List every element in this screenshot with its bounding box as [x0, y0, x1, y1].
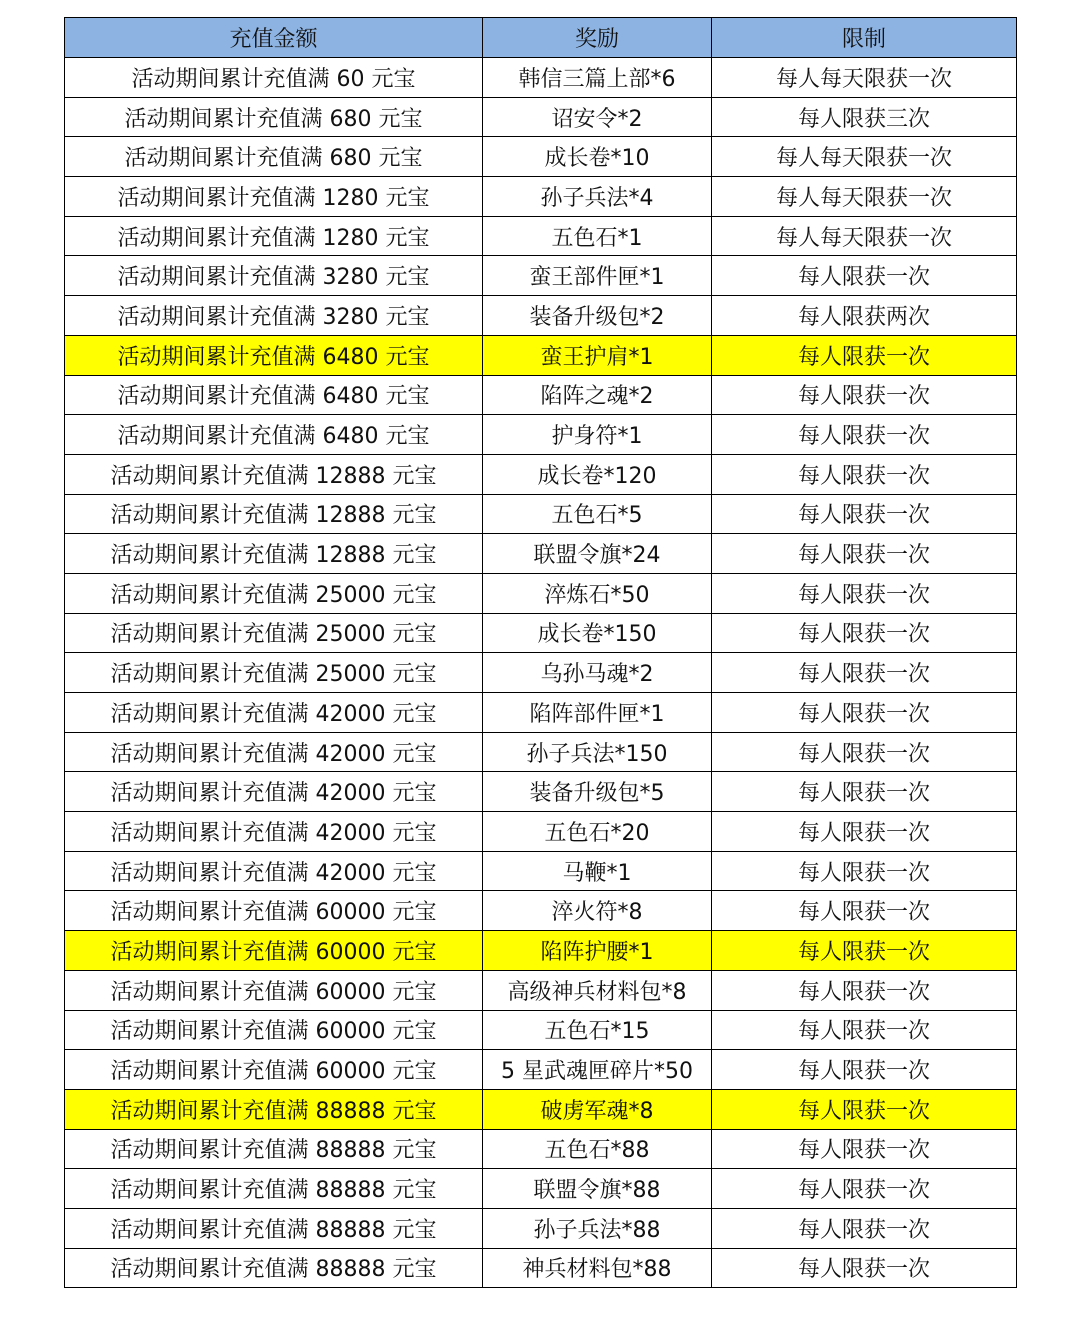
reward-cell: 孙子兵法*4	[483, 177, 712, 217]
limit-cell: 每人限获两次	[712, 296, 1017, 336]
table-row	[65, 970, 1017, 1010]
table-row	[65, 256, 1017, 296]
table-row	[65, 613, 1017, 653]
amount-cell: 活动期间累计充值满 6480 元宝	[65, 335, 483, 375]
amount-cell: 活动期间累计充值满 42000 元宝	[65, 851, 483, 891]
limit-cell: 每人限获一次	[712, 1129, 1017, 1169]
limit-cell: 每人限获一次	[712, 1169, 1017, 1209]
limit-cell: 每人限获一次	[712, 454, 1017, 494]
table-row	[65, 1129, 1017, 1169]
table-row	[65, 216, 1017, 256]
amount-cell: 活动期间累计充值满 3280 元宝	[65, 296, 483, 336]
table-row	[65, 653, 1017, 693]
reward-cell: 高级神兵材料包*8	[483, 970, 712, 1010]
table-row	[65, 1169, 1017, 1209]
reward-cell: 孙子兵法*150	[483, 732, 712, 772]
reward-cell: 陷阵护腰*1	[483, 931, 712, 971]
table-row	[65, 375, 1017, 415]
limit-cell: 每人限获三次	[712, 97, 1017, 137]
table-row	[65, 1010, 1017, 1050]
amount-cell: 活动期间累计充值满 88888 元宝	[65, 1129, 483, 1169]
amount-cell: 活动期间累计充值满 88888 元宝	[65, 1089, 483, 1129]
table-row	[65, 494, 1017, 534]
limit-cell: 每人每天限获一次	[712, 58, 1017, 98]
amount-cell: 活动期间累计充值满 680 元宝	[65, 137, 483, 177]
header-limit: 限制	[712, 18, 1017, 58]
amount-cell: 活动期间累计充值满 60000 元宝	[65, 931, 483, 971]
amount-cell: 活动期间累计充值满 25000 元宝	[65, 573, 483, 613]
limit-cell: 每人限获一次	[712, 851, 1017, 891]
reward-cell: 蛮王护肩*1	[483, 335, 712, 375]
table-row	[65, 1208, 1017, 1248]
limit-cell: 每人限获一次	[712, 534, 1017, 574]
table-row	[65, 693, 1017, 733]
amount-cell: 活动期间累计充值满 6480 元宝	[65, 375, 483, 415]
table-row	[65, 891, 1017, 931]
limit-cell: 每人每天限获一次	[712, 177, 1017, 217]
limit-cell: 每人限获一次	[712, 653, 1017, 693]
reward-cell: 成长卷*10	[483, 137, 712, 177]
table-row	[65, 732, 1017, 772]
amount-cell: 活动期间累计充值满 42000 元宝	[65, 693, 483, 733]
limit-cell: 每人限获一次	[712, 573, 1017, 613]
amount-cell: 活动期间累计充值满 6480 元宝	[65, 415, 483, 455]
reward-cell: 陷阵之魂*2	[483, 375, 712, 415]
limit-cell: 每人限获一次	[712, 732, 1017, 772]
amount-cell: 活动期间累计充值满 12888 元宝	[65, 494, 483, 534]
table-row	[65, 177, 1017, 217]
table-header-row	[65, 18, 1017, 58]
amount-cell: 活动期间累计充值满 1280 元宝	[65, 216, 483, 256]
limit-cell: 每人限获一次	[712, 1050, 1017, 1090]
reward-cell: 成长卷*150	[483, 613, 712, 653]
amount-cell: 活动期间累计充值满 42000 元宝	[65, 732, 483, 772]
reward-cell: 淬火符*8	[483, 891, 712, 931]
amount-cell: 活动期间累计充值满 60000 元宝	[65, 891, 483, 931]
table-row	[65, 851, 1017, 891]
table-row	[65, 573, 1017, 613]
table-row	[65, 97, 1017, 137]
header-reward: 奖励	[483, 18, 712, 58]
limit-cell: 每人限获一次	[712, 256, 1017, 296]
reward-cell: 淬炼石*50	[483, 573, 712, 613]
reward-cell: 破虏军魂*8	[483, 1089, 712, 1129]
reward-cell: 乌孙马魂*2	[483, 653, 712, 693]
amount-cell: 活动期间累计充值满 60000 元宝	[65, 1010, 483, 1050]
limit-cell: 每人限获一次	[712, 1089, 1017, 1129]
reward-cell: 马鞭*1	[483, 851, 712, 891]
reward-cell: 装备升级包*2	[483, 296, 712, 336]
reward-cell: 成长卷*120	[483, 454, 712, 494]
limit-cell: 每人限获一次	[712, 970, 1017, 1010]
limit-cell: 每人每天限获一次	[712, 216, 1017, 256]
reward-cell: 孙子兵法*88	[483, 1208, 712, 1248]
reward-cell: 五色石*88	[483, 1129, 712, 1169]
reward-cell: 蛮王部件匣*1	[483, 256, 712, 296]
reward-cell: 五色石*1	[483, 216, 712, 256]
reward-cell: 护身符*1	[483, 415, 712, 455]
table-row	[65, 1089, 1017, 1129]
limit-cell: 每人限获一次	[712, 891, 1017, 931]
amount-cell: 活动期间累计充值满 60000 元宝	[65, 970, 483, 1010]
table-row	[65, 772, 1017, 812]
recharge-reward-table	[64, 17, 1017, 1288]
reward-cell: 陷阵部件匣*1	[483, 693, 712, 733]
table-row	[65, 415, 1017, 455]
amount-cell: 活动期间累计充值满 3280 元宝	[65, 256, 483, 296]
table-row	[65, 931, 1017, 971]
limit-cell: 每人限获一次	[712, 1010, 1017, 1050]
header-amount: 充值金额	[65, 18, 483, 58]
amount-cell: 活动期间累计充值满 88888 元宝	[65, 1248, 483, 1288]
amount-cell: 活动期间累计充值满 42000 元宝	[65, 772, 483, 812]
amount-cell: 活动期间累计充值满 88888 元宝	[65, 1169, 483, 1209]
limit-cell: 每人限获一次	[712, 772, 1017, 812]
limit-cell: 每人限获一次	[712, 415, 1017, 455]
amount-cell: 活动期间累计充值满 12888 元宝	[65, 454, 483, 494]
limit-cell: 每人每天限获一次	[712, 137, 1017, 177]
table-row	[65, 1050, 1017, 1090]
amount-cell: 活动期间累计充值满 680 元宝	[65, 97, 483, 137]
limit-cell: 每人限获一次	[712, 693, 1017, 733]
reward-cell: 联盟令旗*24	[483, 534, 712, 574]
amount-cell: 活动期间累计充值满 42000 元宝	[65, 812, 483, 852]
amount-cell: 活动期间累计充值满 12888 元宝	[65, 534, 483, 574]
table-row	[65, 812, 1017, 852]
reward-table-container	[64, 17, 1016, 1288]
reward-cell: 五色石*20	[483, 812, 712, 852]
amount-cell: 活动期间累计充值满 60000 元宝	[65, 1050, 483, 1090]
limit-cell: 每人限获一次	[712, 812, 1017, 852]
reward-cell: 神兵材料包*88	[483, 1248, 712, 1288]
table-row	[65, 137, 1017, 177]
amount-cell: 活动期间累计充值满 25000 元宝	[65, 653, 483, 693]
table-row	[65, 296, 1017, 336]
limit-cell: 每人限获一次	[712, 1208, 1017, 1248]
limit-cell: 每人限获一次	[712, 1248, 1017, 1288]
table-row	[65, 335, 1017, 375]
reward-cell: 韩信三篇上部*6	[483, 58, 712, 98]
amount-cell: 活动期间累计充值满 25000 元宝	[65, 613, 483, 653]
table-row	[65, 454, 1017, 494]
reward-cell: 诏安令*2	[483, 97, 712, 137]
table-body	[65, 58, 1017, 1288]
limit-cell: 每人限获一次	[712, 335, 1017, 375]
reward-cell: 5 星武魂匣碎片*50	[483, 1050, 712, 1090]
limit-cell: 每人限获一次	[712, 494, 1017, 534]
limit-cell: 每人限获一次	[712, 931, 1017, 971]
reward-cell: 装备升级包*5	[483, 772, 712, 812]
reward-cell: 五色石*15	[483, 1010, 712, 1050]
reward-cell: 联盟令旗*88	[483, 1169, 712, 1209]
limit-cell: 每人限获一次	[712, 613, 1017, 653]
reward-cell: 五色石*5	[483, 494, 712, 534]
amount-cell: 活动期间累计充值满 1280 元宝	[65, 177, 483, 217]
table-row	[65, 534, 1017, 574]
amount-cell: 活动期间累计充值满 88888 元宝	[65, 1208, 483, 1248]
limit-cell: 每人限获一次	[712, 375, 1017, 415]
amount-cell: 活动期间累计充值满 60 元宝	[65, 58, 483, 98]
table-row	[65, 1248, 1017, 1288]
table-row	[65, 58, 1017, 98]
